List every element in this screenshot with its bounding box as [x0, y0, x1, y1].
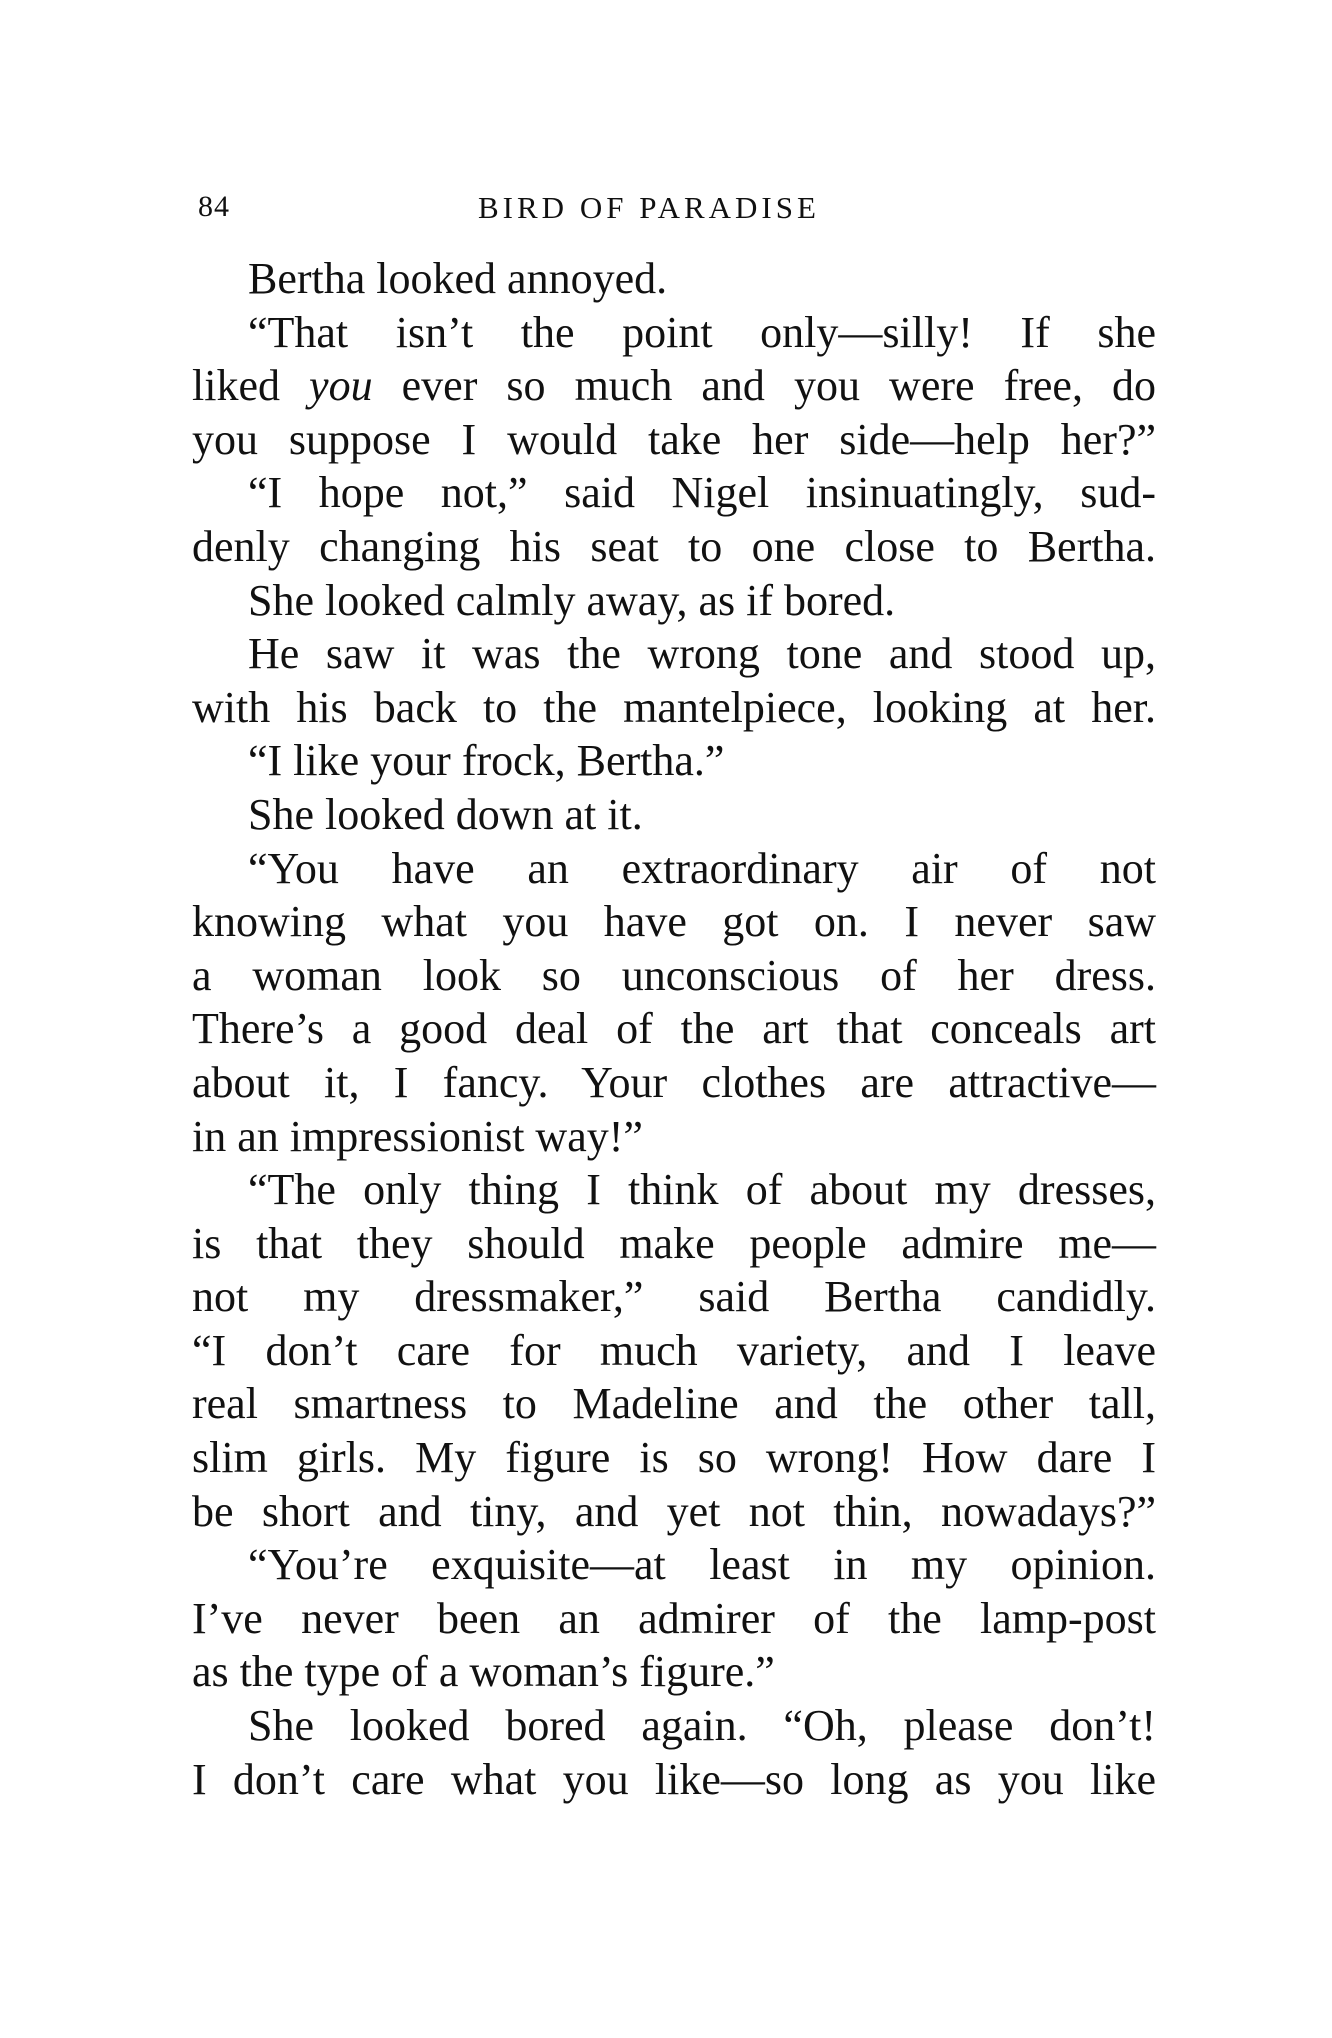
text-line: “The only thing I think of about my dresses, [248, 1165, 1156, 1215]
text-line: in an impressionist way!” [192, 1111, 643, 1161]
running-head [0, 190, 1332, 234]
text-line: Bertha looked annoyed. [248, 254, 668, 303]
text-line: He saw it was the wrong tone and stood up, [248, 629, 1156, 679]
text-line: “That isn’t the point only—silly! If she [248, 307, 1156, 357]
text-line: is that they should make people admire me— [192, 1218, 1156, 1268]
text-line: a woman look so unconscious of her dress. [192, 950, 1156, 1000]
text-line: with his back to the mantelpiece, looking at her. [192, 682, 1156, 732]
text-line: be short and tiny, and yet not thin, nowadays?” [192, 1486, 1156, 1536]
text-line: you suppose I would take her side—help her?” [192, 414, 1156, 464]
text-line: She looked bored again. “Oh, please don’t! [248, 1701, 1156, 1751]
running-title: BIRD OF PARADISE [478, 190, 820, 225]
text-line: denly changing his seat to one close to Bertha. [192, 521, 1156, 571]
body-text [192, 252, 1156, 1806]
text-line: liked you ever so much and you were free, do [192, 361, 1157, 411]
text-line: She looked down at it. [248, 789, 643, 839]
emphasis: you [309, 361, 373, 411]
text-line: not my dressmaker,” said Bertha candidly. [192, 1272, 1156, 1322]
text-line: slim girls. My figure is so wrong! How dare I [192, 1433, 1156, 1483]
text-line: She looked calmly away, as if bored. [248, 575, 896, 625]
page-number: 84 [198, 190, 230, 223]
text-line: about it, I fancy. Your clothes are attractive— [192, 1057, 1156, 1107]
text-line: “You’re exquisite—at least in my opinion. [248, 1540, 1156, 1590]
text-line: There’s a good deal of the art that conceals art [192, 1004, 1156, 1054]
text-line: “I hope not,” said Nigel insinuatingly, sud- [248, 468, 1156, 518]
text-line: “I don’t care for much variety, and I leave [192, 1325, 1156, 1375]
text-line: knowing what you have got on. I never saw [192, 897, 1156, 947]
text-line: real smartness to Madeline and the other tall, [192, 1379, 1156, 1429]
text-line: I’ve never been an admirer of the lamp-post [192, 1593, 1156, 1643]
text-line: I don’t care what you like—so long as you like [192, 1754, 1156, 1804]
text-line: as the type of a woman’s figure.” [192, 1647, 775, 1697]
text-line: “You have an extraordinary air of not [248, 843, 1156, 893]
text-line: “I like your frock, Bertha.” [248, 736, 725, 786]
